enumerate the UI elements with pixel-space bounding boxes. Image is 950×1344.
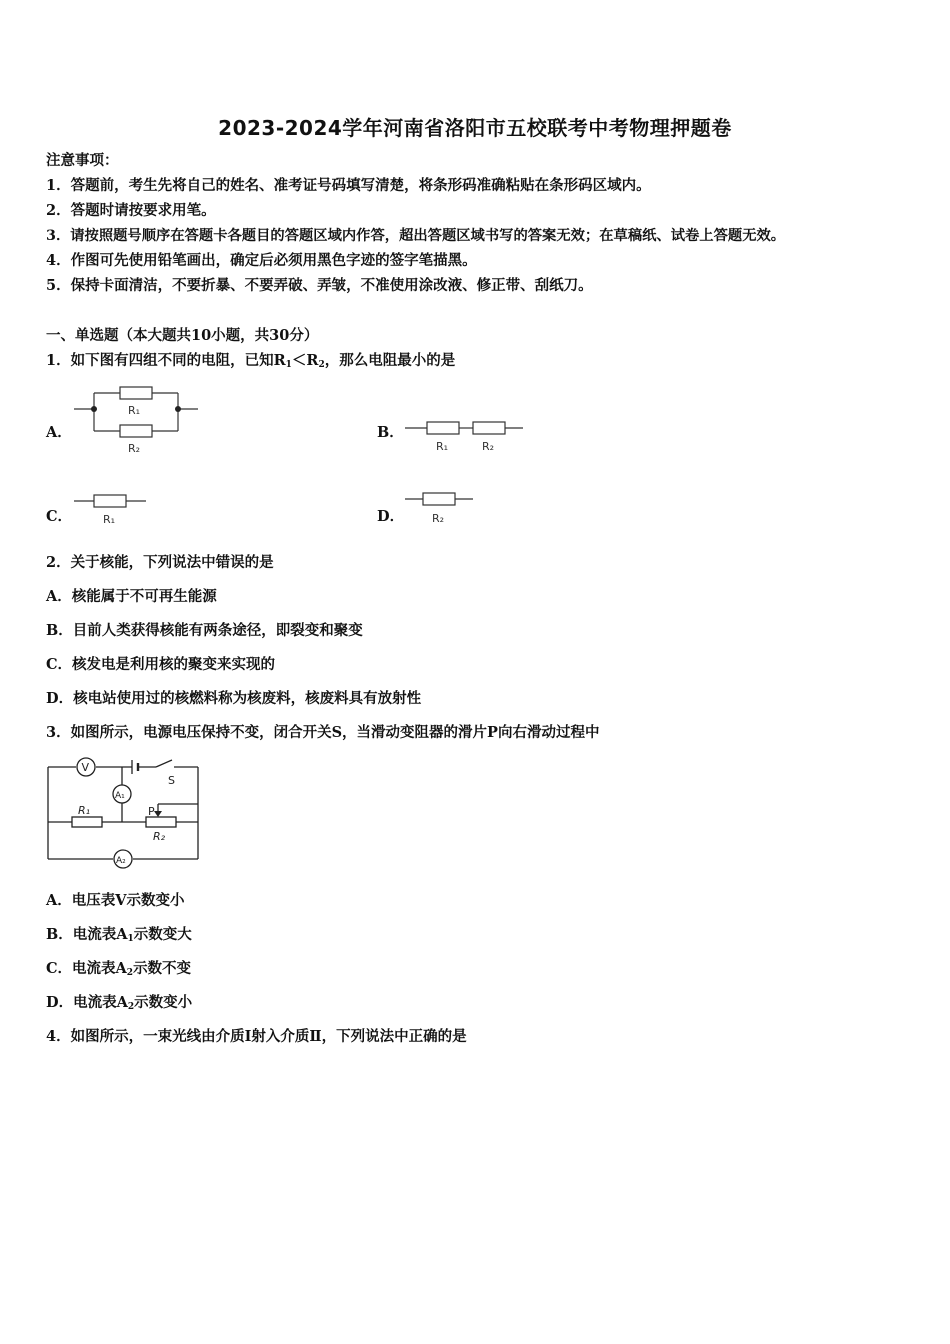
q3-subscript: 2 <box>126 968 134 978</box>
r1-label: R₁ <box>128 404 141 417</box>
q3-option-text: D．电流表A <box>46 994 128 1011</box>
r2-label: R₂ <box>482 440 495 453</box>
q3-option-b <box>46 925 192 949</box>
q3-option-c <box>46 959 191 983</box>
note-item-4: 4．作图可先使用铅笔画出，确定后必须用黑色字迹的签字笔描黑。 <box>46 252 477 269</box>
notes-heading: 注意事项： <box>46 152 119 169</box>
q2-option-c: C．核发电是利用核的聚变来实现的 <box>46 656 276 673</box>
q3-subscript: 2 <box>127 1002 135 1012</box>
r2-label: R₂ <box>128 442 141 455</box>
q1-stem-part: ，那么电阻最小的是 <box>324 352 456 369</box>
q1-option-b-figure <box>403 418 525 458</box>
switch-label: S <box>168 774 175 787</box>
q1-option-a-figure <box>72 383 200 457</box>
q3-option-text: 示数不变 <box>133 960 192 977</box>
ammeter-a2-label: A₂ <box>116 856 126 866</box>
q3-option-text: B．电流表A <box>46 926 128 943</box>
r1-label: R₁ <box>436 440 449 453</box>
note-item-3: 3．请按照题号顺序在答题卡各题目的答题区域内作答，超出答题区域书写的答案无效；在草稿纸、试卷上答题无效。 <box>46 228 786 244</box>
ammeter-a1-label: A₁ <box>115 791 125 801</box>
q3-option-text: C．电流表A <box>46 960 127 977</box>
q1-option-c-label: C． <box>46 508 73 525</box>
q2-option-b: B．目前人类获得核能有两条途径，即裂变和聚变 <box>46 622 363 639</box>
q2-option-d: D．核电站使用过的核燃料称为核废料，核废料具有放射性 <box>46 690 422 707</box>
q1-option-c-figure <box>72 491 148 527</box>
r2-label: R₂ <box>153 830 166 843</box>
q1-option-d-label: D． <box>377 508 405 525</box>
q1-stem-part: ＜R <box>291 352 319 369</box>
q1-stem-part: 1．如下图有四组不同的电阻，已知R <box>46 352 286 369</box>
section-heading: 一、单选题（本大题共10小题，共30分） <box>46 327 319 344</box>
r2-label: R₂ <box>432 512 445 525</box>
q1-subscript: 2 <box>318 360 325 370</box>
page-title: 2023-2024学年河南省洛阳市五校联考中考物理押题卷 <box>218 116 732 140</box>
q1-option-a-label: A． <box>46 424 72 441</box>
q3-option-a: A．电压表V示数变小 <box>46 892 185 909</box>
q3-circuit-figure <box>44 755 204 871</box>
question-3-stem: 3．如图所示，电源电压保持不变，闭合开关S，当滑动变阻器的滑片P向右滑动过程中 <box>46 724 600 741</box>
q1-option-d-figure <box>403 489 475 527</box>
note-item-2: 2．答题时请按要求用笔。 <box>46 202 216 219</box>
note-item-5: 5．保持卡面清洁，不要折暴、不要弄破、弄皱，不准使用涂改液、修正带、刮纸刀。 <box>46 277 593 294</box>
q1-subscript: 1 <box>285 360 292 370</box>
q3-option-text: 示数变大 <box>133 926 192 943</box>
r1-label: R₁ <box>103 513 116 526</box>
q3-option-d <box>46 993 192 1017</box>
voltmeter-label: V <box>81 761 90 774</box>
question-1-stem <box>46 351 455 375</box>
q3-subscript: 1 <box>127 934 134 944</box>
slider-label: P <box>148 805 155 818</box>
q2-option-a: A．核能属于不可再生能源 <box>46 588 217 605</box>
q1-option-b-label: B． <box>377 424 404 441</box>
q3-option-text: 示数变小 <box>134 994 193 1011</box>
r1-label: R₁ <box>78 804 91 817</box>
note-item-1: 1．答题前，考生先将自己的姓名、准考证号码填写清楚，将条形码准确粘贴在条形码区域内。 <box>46 177 651 194</box>
question-2-stem: 2．关于核能，下列说法中错误的是 <box>46 554 274 571</box>
question-4-stem: 4．如图所示，一束光线由介质Ⅰ射入介质Ⅱ，下列说法中正确的是 <box>46 1028 467 1045</box>
